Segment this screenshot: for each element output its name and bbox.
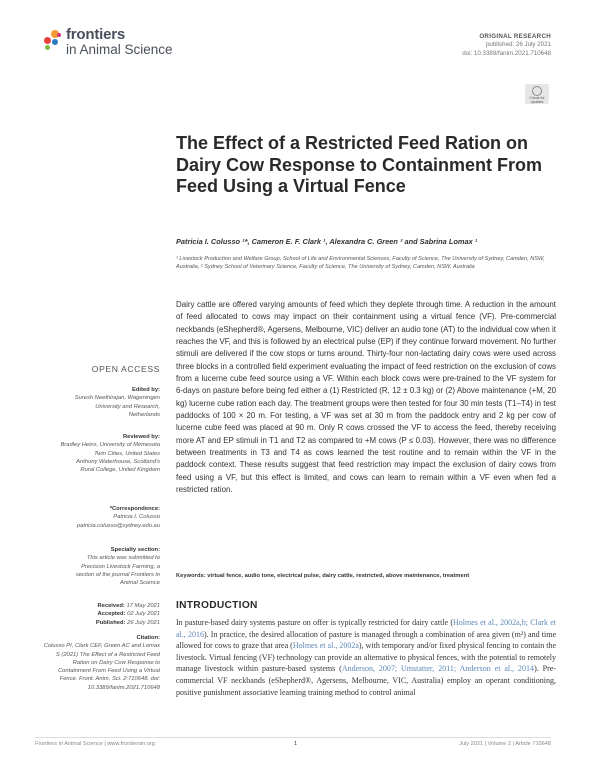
affiliations: ¹ Livestock Production and Welfare Group, School of Life and Environmental Sciences, Faculty of Science, The University of Sydney, Camden, NSW, Australia, ² Sydney School of Veterinary Science, Faculty of Science, The University of Sydney, Camden, NSW, Australia	[176, 256, 545, 271]
journal-logo[interactable]	[44, 26, 244, 70]
citation-text: Colusso PI, Clark CEF, Green AC and Lomax S (2021) The Effect of a Restricted Feed Ration on Dairy Cow Response to Containment From Feed Using a Virtual Fence. Front. Anim. Sci. 2:710648. doi: 10.3389/fanim.2021.710648	[43, 643, 160, 691]
section-heading-introduction: INTRODUCTION	[176, 600, 258, 611]
article-title: The Effect of a Restricted Feed Ration on Dairy Cow Response to Containment From Feed Using a Virtual Fence	[176, 133, 543, 196]
citation-heading: Citation:	[136, 635, 160, 641]
footer-journal-link[interactable]: Frontiers in Animal Science | www.frontiersin.org	[35, 741, 155, 747]
citation-link[interactable]: Holmes et al., 2002a	[292, 641, 359, 651]
edited-by-block	[40, 386, 160, 419]
published-date-side: Published: 26 July 2021	[95, 619, 160, 626]
introduction-text	[176, 617, 556, 698]
page-footer	[0, 741, 595, 753]
specialty-section-block	[40, 546, 160, 587]
doi-link[interactable]: doi: 10.3389/fanim.2021.710648	[462, 49, 551, 57]
article-dates	[40, 602, 160, 627]
article-header	[462, 33, 551, 58]
article-type: ORIGINAL RESEARCH	[479, 33, 551, 40]
intro-text-4: ). Pre-commercial VF neckbands (eShepherd®, Agersens, Melbourne, VIC, Australia) employ an operant conditioning, positive punishment associative learning training method to control animal	[176, 664, 556, 697]
footer-volume: July 2021 | Volume 2 | Article 710648	[459, 741, 551, 747]
correspondence-name: Patricia I. Colusso	[113, 514, 160, 521]
footer-divider	[35, 737, 551, 738]
open-access-label: OPEN ACCESS	[91, 364, 160, 374]
specialty-section-heading: Specialty section:	[110, 547, 160, 553]
logo-brand: frontiers	[66, 26, 126, 43]
badge-line1: Check for	[529, 96, 545, 100]
specialty-section-text: This article was submitted to Precision Livestock Farming, a section of the journal Frontiers in Animal Science	[75, 555, 160, 587]
reviewed-by-block	[40, 433, 160, 474]
intro-text-1: In pasture-based dairy systems pasture on offer is typically restricted for dairy cattle (	[176, 618, 453, 627]
received-date: Received: 17 May 2021	[97, 603, 160, 609]
correspondence-email[interactable]: patricia.colusso@sydney.edu.au	[76, 522, 160, 529]
keywords: Keywords: virtual fence, audio tone, electrical pulse, dairy cattle, restricted, above maintenance, treatment	[176, 573, 470, 579]
reviewer-1[interactable]: Bradley Heins, University of Minnesota Twin Cities, United States	[60, 442, 160, 457]
intro-text-3: ), with temporary and/or fixed physical fencing to contain the livestock. Virtual fencing (VF) technology can provide an alternative to physical fences, with the potential to remotely manage livestock within pasture-based systems (	[176, 641, 557, 674]
editor-name[interactable]: Suresh Neethirajan, Wageningen University and Research, Netherlands	[74, 395, 160, 418]
citation-link[interactable]: Anderson, 2007; Umstatter, 2011; Anderson et al., 2014	[341, 664, 535, 674]
accepted-date: Accepted: 02 July 2021	[97, 611, 160, 618]
badge-line2: updates	[530, 100, 544, 104]
correspondence-block	[40, 505, 160, 530]
edited-by-heading: Edited by:	[131, 387, 160, 393]
frontiers-logo-icon	[44, 30, 64, 50]
check-for-updates-badge[interactable]	[525, 84, 549, 104]
reviewer-2[interactable]: Anthony Waterhouse, Scotland's Rural College, United Kingdom	[76, 458, 160, 474]
page-number: 1	[294, 741, 298, 747]
citation-block	[40, 634, 160, 692]
reviewed-by-heading: Reviewed by:	[122, 434, 160, 440]
update-icon	[532, 86, 542, 96]
author-list[interactable]: Patricia I. Colusso ¹*, Cameron E. F. Clark ¹, Alexandra C. Green ² and Sabrina Lomax ¹	[176, 237, 478, 246]
published-date: published: 26 July 2021	[485, 41, 551, 49]
intro-text-2: ). In practice, the desired allocation of pasture is managed through a combination of area given (m²) and time allowed for cows to graze that area (	[176, 629, 556, 651]
logo-journal: in Animal Science	[66, 42, 173, 57]
correspondence-heading: *Correspondence:	[109, 506, 160, 512]
abstract: Dairy cattle are offered varying amounts of feed which they deplete through time. A reduction in the amount of feed allocated to cows may impact on their containment using a virtual fence (VF). Pre-commercial neckbands (eShepherd®, Agersens, Melbourne, VIC) deliver an audio tone (AT) to the individual cow when it reaches the VF, and this is followed by an electrical pulse (EP) if they continue forward movement. No further stimuli are delivered if the cow stops or turns around. Thirty-four non-lactating dairy cows were used across three blocks in a controlled field experiment evaluating the impact of feed restriction on the exclusion of cows from a lucerne cube feed source using a VF. Within each block cows were pre-trained to the VF system for 6-days on pasture before being fed either a (1) Restricted (R, 12 ± 0.3 kg) or (2) Above maintenance (+M, 20 kg) lucerne cube ration each day. The treatment groups were then tested for four 30 min tests (T1–T4) in test paddocks of 100 × 20 m. For testing, a VF was set at 30 m from the paddock entry and 2 kg per cow of lucerne cube feed was placed at 90 m. Only R cows crossed the VF to access the feed, thereby receiving more AT and EP stimuli in T1 and T2 as compared to +M cows (P ≤ 0.03). However, there was no difference between treatments in T3 and T4 as cows learned the test routine and to remain within the VF in the paddock context. These results suggest that feed restriction may impact the exclusion of dairy cows from feed using a VF, but this effect is limited, and cows can learn to remain within a VF even when fed a restricted ration.	[176, 300, 556, 495]
citation-link[interactable]: Holmes et al., 2002a,b; Clark et al., 2016	[176, 618, 556, 639]
